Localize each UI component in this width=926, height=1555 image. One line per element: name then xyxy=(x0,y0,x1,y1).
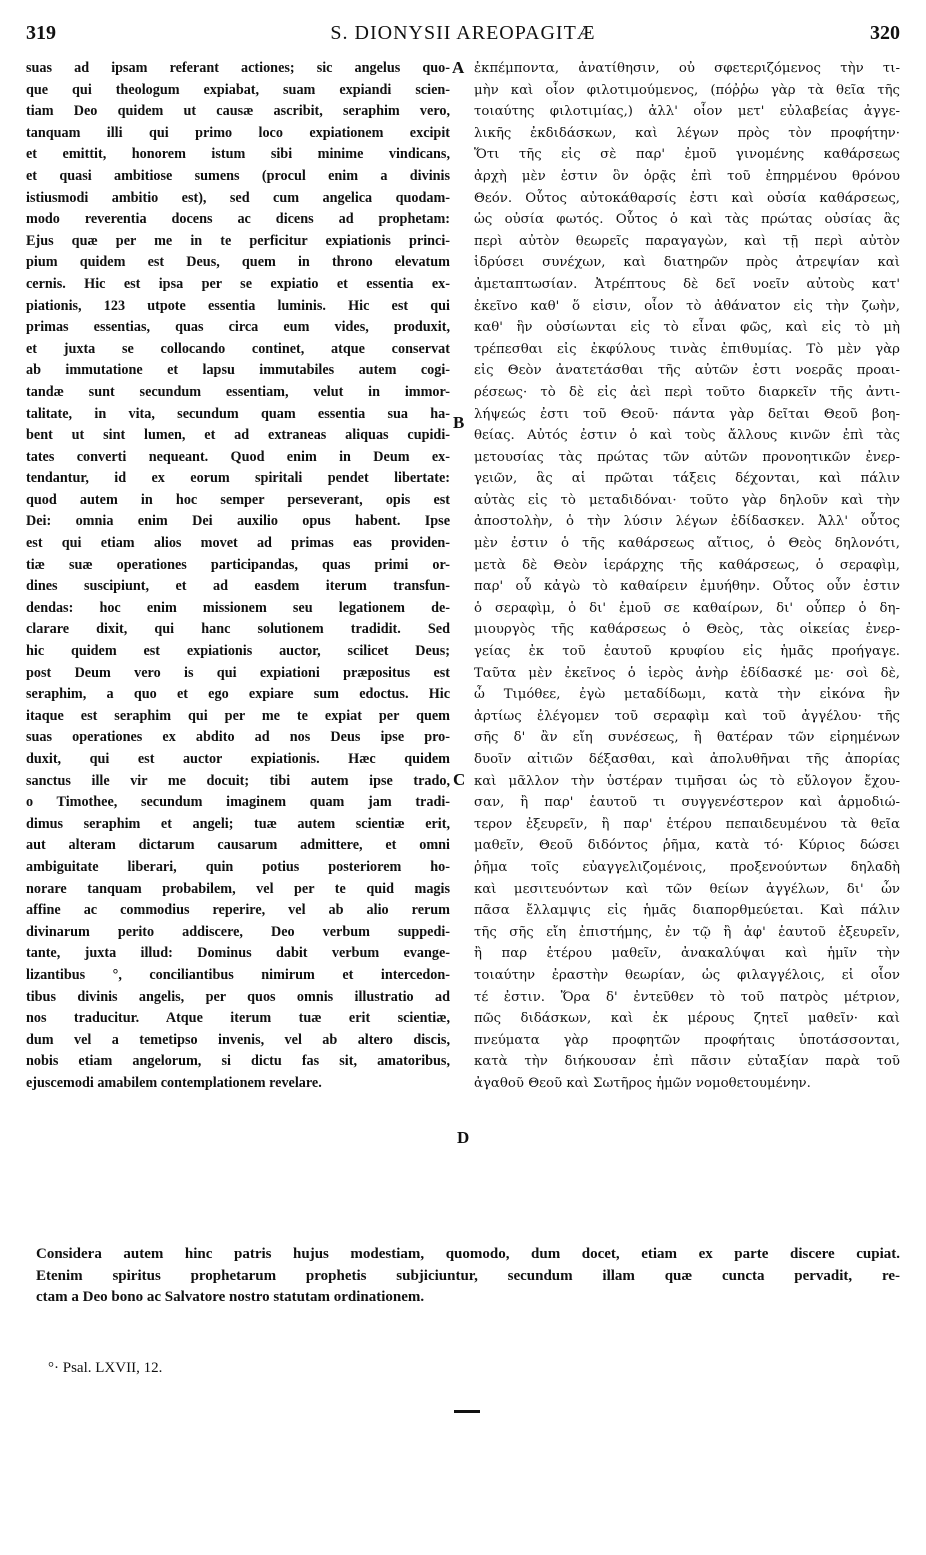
greek-text-line: παρ' οὗ κἀγὼ τὸ καθαίρειν ἐμυήθην. Οὗτος οὖν ἐστιν xyxy=(474,579,900,595)
greek-text-line: ρέσεως· τὸ δὲ εἰς ἀεὶ περὶ τοῦτο διαρκεῖν τῆς ἀντι- xyxy=(474,384,900,400)
latin-text-line: que qui theologum expiabat, suam expiandi scien- xyxy=(26,81,450,98)
latin-text-line: Ejus quæ per me in te perficitur expiationis princi- xyxy=(26,232,450,249)
greek-text-line: ἀμεταπτωσίαν. Ἀτρέπτους δὲ δεῖ νοεῖν αὐτοὺς κατ' xyxy=(474,276,900,292)
greek-text-line: πᾶσα ἔλλαμψις εἰς ἡμᾶς διαπορθμεύεται. Καὶ πάλιν xyxy=(474,903,900,919)
latin-text-line: hic quidem est expiationis auctor, scilicet Deus; xyxy=(26,643,450,660)
latin-text-line: tates converti nequeant. Quod enim in Deum ex- xyxy=(26,448,450,465)
greek-text-line: ἐκπέμποντα, ἀνατίθησιν, οὐ σφετεριζόμενος τὴν τι- xyxy=(474,61,900,76)
latin-text-line: ab immutatione et lapsu immutabiles autem cogi- xyxy=(26,362,450,379)
greek-text-line: ἱδρύσει συνέχων, καὶ διατηρῶν πρὸς ἀτρεψίαν καὶ xyxy=(474,255,900,271)
latin-text-line: dimus seraphim et angeli; tuæ autem scientiæ erit, xyxy=(26,815,450,832)
greek-text-line: τερον ἐξευρεῖν, ἢ παρ' ἑτέρου πεπαιδευμένου τὰ θεῖα xyxy=(474,816,900,832)
latin-text-line: dum vel a temetipso invenis, vel ab altero discis, xyxy=(26,1031,450,1048)
footnote: °· Psal. LXVII, 12. xyxy=(48,1360,163,1376)
greek-text-line: σῆς δ' ἂν εἴη συνέσεως, ἢ θατέραν τῶν εἰρημένων xyxy=(474,730,900,746)
greek-text-line: λικῆς ἐκδιδάσκων, καὶ λέγων πρὸς τὸν προφήτην· xyxy=(474,125,900,141)
separator-dash xyxy=(454,1410,480,1413)
greek-text-line: σαν, ἢ παρ' ἑαυτοῦ τι συγγενέστερον καὶ ἁρμοδιώ- xyxy=(474,795,900,811)
greek-text-line: ἐκεῖνο καθ' ὅ εἰσιν, οἷον τὸ ἀθάνατον εἰς τὴν ζωὴν, xyxy=(474,298,900,314)
greek-text-line: τοιαύτην ἐραστὴν θεωρίαν, ὡς φιλαγγέλοις, εἰ οἷον xyxy=(474,967,900,983)
latin-text-line: norare tanquam probabilem, vel per te quid magis xyxy=(26,880,450,897)
greek-text-line: γείας ἐκ τοῦ ἑαυτοῦ κρυφίου εἰς ἡμᾶς προήγαγε. xyxy=(474,644,900,660)
running-title: S. DIONYSII AREOPAGITÆ xyxy=(330,22,596,44)
greek-text-line: ἀποστολὴν, ὁ τὴν λύσιν λέγων ἐδίδασκεν. Ἀλλ' οὗτος xyxy=(474,514,900,530)
latin-text-line: clarare dixit, qui hanc solutionem tradidit. Sed xyxy=(26,621,450,638)
greek-text-line: δυοῖν αἰτιῶν δέξασθαι, καὶ ἀπολυθῆναι τῆς ἀπορίας xyxy=(474,752,900,767)
greek-text-line: καὶ μᾶλλον τὴν ὑστέραν τιμῆσαι ὡς τὸ εὔλογον ἔχου- xyxy=(474,773,900,789)
greek-text-line: πνεύματα γὰρ προφητῶν προφήταις ὑποτάσσονται, xyxy=(474,1032,900,1048)
greek-text-line: τῆς σῆς εἴη ἐπιστήμης, ἐν τῷ ἢ ἀφ' ἑαυτοῦ ἐξευρεῖν, xyxy=(474,924,900,940)
latin-text-line: quod autem in hoc semper perseverant, opis est xyxy=(26,491,450,508)
section-marker-d: D xyxy=(457,1128,470,1147)
greek-text-line: γειῶν, ἃς αἱ πρῶται τάξεις δέχονται, καὶ πάλιν xyxy=(474,471,900,487)
greek-text-line: ῥῆμα τοῖς εὐαγγελιζομένοις, προξενούντων δηλαδὴ xyxy=(474,859,900,875)
section-marker-a: A xyxy=(452,58,465,77)
greek-text-line: μετουσίας τὰς πρώτας τῶν αὐτῶν προνοητικῶν ἐνερ- xyxy=(474,449,900,465)
latin-text-line: tiæ suæ operationes participandas, quas primi or- xyxy=(26,556,450,573)
greek-text-line: πῶς διδάσκων, καὶ ἐκ μέρους ζητεῖ μαθεῖν· καὶ xyxy=(474,1011,900,1027)
greek-text-line: μαθεῖν, Θεοῦ διδόντος ῥῆμα, κατὰ τό· Κύριος δώσει xyxy=(474,838,900,854)
latin-text-line: nobis etiam angelorum, si dictu fas sit, amatoribus, xyxy=(26,1053,450,1070)
latin-text-line: divinarum perito addiscere, Deo verbum suppedi- xyxy=(26,923,450,940)
latin-text-line: tanquam illi qui primo loco expiationem excipit xyxy=(26,124,450,141)
greek-text-line: μὲν ἐστιν ὁ τῆς καθάρσεως αἴτιος, ὁ Θεὸς δηλονότι, xyxy=(474,536,900,552)
section-marker-b: B xyxy=(453,413,465,432)
greek-text-line: αὐτὰς εἰς τὸ μεταδιδόναι· τοῦτο γὰρ δηλοῦν καὶ τὴν xyxy=(474,492,900,508)
latin-column xyxy=(26,58,450,1095)
greek-text-line: καὶ μεσιτευόντων καὶ τῶν θείων ἀγγέλων, δι' ὧν xyxy=(474,881,900,897)
greek-text-line: Ταῦτα μὲν ἐκεῖνος ὁ ἱερὸς ἀνὴρ ἐδίδασκέ με· σοὶ δὲ, xyxy=(474,665,900,681)
latin-text-line: o Timothee, secundum imaginem quam jam tradi- xyxy=(26,794,450,811)
greek-text-line: εἰς Θεὸν ἀνατετάσθαι τῆς αὐτῶν ἐστι νοερᾶς προαι- xyxy=(474,363,900,379)
greek-text-line: ἢ παρ ἑτέρου μαθεῖν, ἀνακαλύψαι καὶ ἡμῖν τὴν xyxy=(474,946,900,962)
latin-text-line: dendas: hoc enim missionem seu legationem de- xyxy=(26,599,450,616)
greek-text-line: κατὰ τὴν διήκουσαν ἐπὶ πᾶσιν εὐταξίαν παρὰ τοῦ xyxy=(474,1054,900,1070)
full-width-text-line: Etenim spiritus prophetarum prophetis subjiciuntur, secundum illam quæ cuncta pervadit, re- xyxy=(36,1267,900,1284)
latin-text-line: talitate, in vita, secundum quam essentia sua ha- xyxy=(26,405,450,422)
latin-text-line: post Deum vero is qui expiationi præpositus est xyxy=(26,664,450,681)
latin-text-line: Dei: omnia enim Dei auxilio opus habent. Ipse xyxy=(26,513,450,530)
latin-text-line: modo reverentia docens ac dicens ad prophetam: xyxy=(26,211,450,228)
latin-text-line: tante, juxta illud: Dominus dabit verbum evange- xyxy=(26,945,450,962)
page-header xyxy=(26,22,900,50)
latin-text-line: nos traducitur. Atque iterum tuæ erit scientiæ, xyxy=(26,1010,450,1027)
latin-text-line: dines suscipiunt, et ad easdem iterum transfun- xyxy=(26,578,450,595)
greek-text-line: καθ' ἣν οὐσίωνται εἰς τὸ εἶναι φῶς, καὶ εἰς τὸ μὴ xyxy=(474,320,900,336)
section-marker-c: C xyxy=(453,770,466,789)
full-width-text-line: ctam a Deo bono ac Salvatore nostro statutam ordinationem. xyxy=(36,1289,425,1306)
latin-text-line: suas operationes ex abdito ad nos Deus ipse pro- xyxy=(26,729,450,746)
greek-text-line: τέ ἐστιν. Ὅρα δ' ἐντεῦθεν τὸ τοῦ πατρὸς μέτριον, xyxy=(474,989,900,1005)
latin-text-line: lizantibus °, conciliantibus nimirum et intercedon- xyxy=(26,966,450,983)
latin-text-line: piationis, 123 utpote essentia luminis. Hic est qui xyxy=(26,297,450,314)
latin-text-line: tibus divinis angelis, per quos omnis illustratio ad xyxy=(26,988,450,1005)
latin-text-line: bent ut sint lumen, et ad extraneas aliquas cupidi- xyxy=(26,427,450,444)
latin-text-line: cernis. Hic est ipsa per se expiatio et essentia ex- xyxy=(26,275,450,292)
greek-text-line: ὦ Τιμόθεε, ἐγὼ μεταδίδωμι, κατὰ τὴν εἰκόνα ἣν xyxy=(474,687,900,703)
latin-text-line: istiusmodi ambitio est), sed cum angelica quodam- xyxy=(26,189,450,206)
greek-text-line: λήψεώς ἐστι τοῦ Θεοῦ· πάντα γὰρ δεῖται Θεοῦ βοη- xyxy=(474,406,900,422)
full-width-text-line: Considera autem hinc patris hujus modestiam, quomodo, dum docet, etiam ex parte discere cupiat. xyxy=(36,1246,900,1262)
greek-column xyxy=(474,58,900,1095)
latin-text-line: ejuscemodi amabilem contemplationem revelare. xyxy=(26,1074,322,1091)
latin-text-line: seraphim, a quo et ego expiare sum edoctus. Hic xyxy=(26,686,450,703)
latin-text-line: duxit, qui est auctor expiationis. Hæc quidem xyxy=(26,751,450,767)
greek-text-line: θείας. Αὐτός ἐστιν ὁ καὶ τοὺς ἄλλους κινῶν ἐπὶ τὰς xyxy=(474,428,900,444)
full-width-paragraph xyxy=(36,1244,900,1309)
latin-text-line: et emittit, honorem istum sibi minime vindicans, xyxy=(26,146,450,163)
latin-text-line: et quasi ambitiose sumens (procul enim a divinis xyxy=(26,167,450,184)
greek-text-line: ὁ σεραφὶμ, ὁ δι' ἐμοῦ σε καθαίρων, δι' οὗπερ ὁ δη- xyxy=(474,600,900,616)
latin-text-line: sanctus ille vir me docuit; tibi autem ipse trado, xyxy=(26,772,450,789)
greek-text-line: τρέπεσθαι εἰς ἐκφύλους τινὰς ἐπιθυμίας. Τὸ μὲν γὰρ xyxy=(474,341,900,357)
greek-text-line: μετὰ δὲ Θεὸν ἱεράρχης τῆς καθάρσεως, ὁ σεραφὶμ, xyxy=(474,557,900,573)
latin-text-line: suas ad ipsam referant actiones; sic angelus quo- xyxy=(26,60,450,76)
greek-text-line: τοιαύτης φιλοτιμίας,) ἀλλ' οἷον μετ' εὐλαβείας ἀγγε- xyxy=(474,104,900,120)
latin-text-line: itaque est seraphim qui per me te expiat per quem xyxy=(26,707,450,724)
greek-text-line: Ὅτι τῆς εἰς σὲ παρ' ἐμοῦ γινομένης καθάρσεως xyxy=(474,147,900,163)
greek-text-line: περὶ αὐτὸν θεωρεῖς παραγαγὼν, καὶ τῇ περὶ αὐτὸν xyxy=(474,233,900,249)
latin-text-line: tiam Deo quidem ut causæ ascribit, seraphim vero, xyxy=(26,103,450,120)
latin-text-line: et juxta se collocando continet, atque conservat xyxy=(26,340,450,357)
latin-text-line: tandæ sunt secundum essentiam, velut in immor- xyxy=(26,383,450,400)
greek-text-line: μιουργὸς τῆς καθάρσεως ὁ Θεὸς, τὰς οἰκείας ἐνερ- xyxy=(474,622,900,638)
greek-text-line: ἀρτίως ἐλέγομεν τοῦ σεραφὶμ καὶ τοῦ ἀγγέλου· τῆς xyxy=(474,708,900,724)
greek-text-line: μὴν καὶ οἷον φιλοτιμούμενος, (πόῤῥω γὰρ τὰ θεῖα τῆς xyxy=(474,82,900,98)
greek-text-line: ἀρχὴ μὲν ἐστιν ὃν ὁρᾷς ἐπὶ τοῦ ἐπηρμένου θρόνου xyxy=(474,168,900,184)
greek-text-line: ἀγαθοῦ Θεοῦ καὶ Σωτῆρος ἡμῶν νομοθετουμένην. xyxy=(474,1075,811,1091)
latin-text-line: est qui etiam alios movet ad primas eas providen- xyxy=(26,535,450,552)
left-page-number: 319 xyxy=(26,22,56,44)
latin-text-line: affine ac commodius reperire, vel ab alio rerum xyxy=(26,902,450,919)
latin-text-line: ambiguitate liberari, quin potius posteriorem ho- xyxy=(26,858,450,875)
right-page-number: 320 xyxy=(870,22,900,44)
greek-text-line: Θεόν. Οὗτος αὐτοκάθαρσίς ἐστι καὶ οὐσία καθάρσεως, xyxy=(474,190,900,206)
greek-text-line: ὡς οὐσία φωτός. Οὗτος ὁ καὶ τὰς πρώτας οὐσίας ἃς xyxy=(474,212,900,228)
latin-text-line: primas essentias, quas circa eum vides, produxit, xyxy=(26,319,450,336)
latin-text-line: tendantur, id ex eorum spiritali pendet libertate: xyxy=(26,470,450,487)
latin-text-line: aut alteram dictarum causarum admittere, et omni xyxy=(26,837,450,854)
latin-text-line: pium quidem est Deus, quem in throno elevatum xyxy=(26,254,450,271)
